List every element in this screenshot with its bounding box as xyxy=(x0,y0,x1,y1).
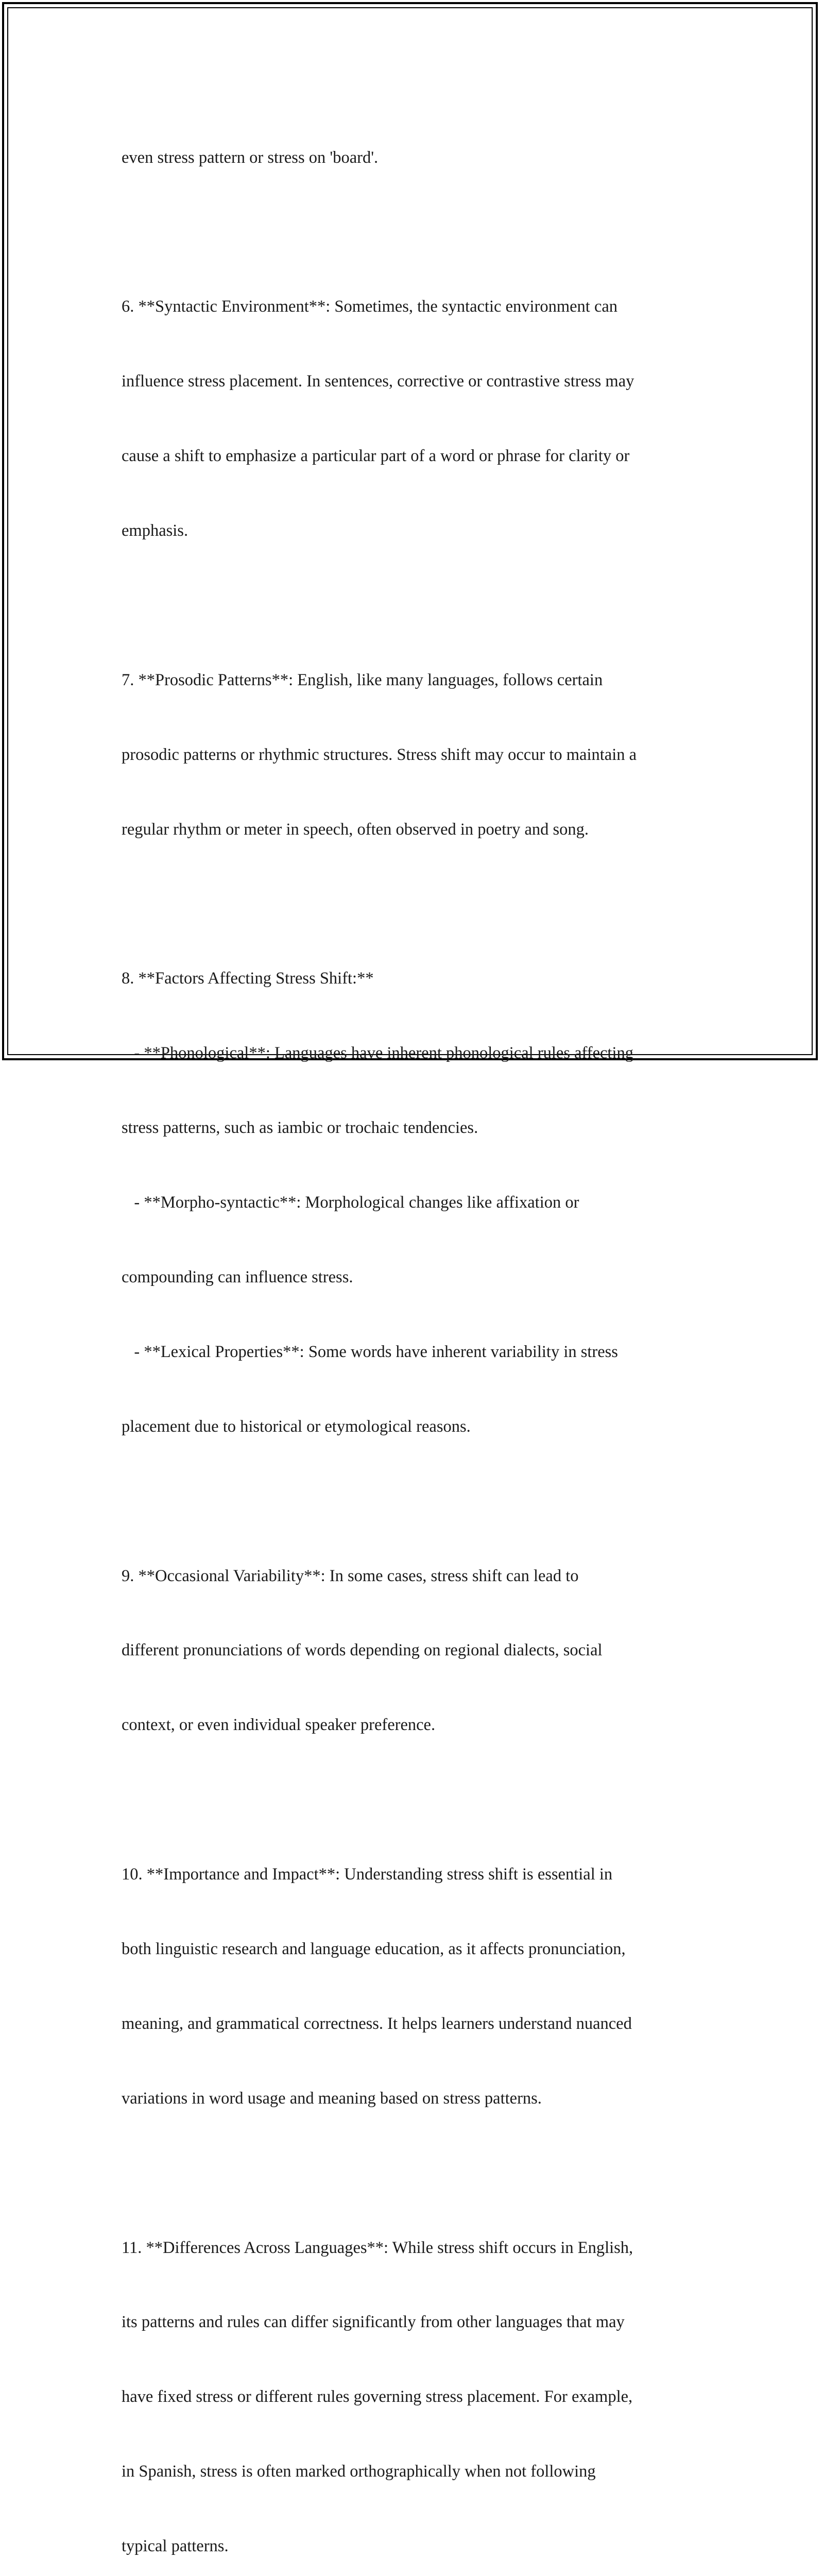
blank-line xyxy=(122,892,714,917)
text-line: context, or even individual speaker preference. xyxy=(122,1716,436,1735)
text-line: 7. **Prosodic Patterns**: English, like many languages, follows certain xyxy=(122,670,603,689)
text-line: 11. **Differences Across Languages**: While stress shift occurs in English, xyxy=(122,2238,633,2257)
blank-line xyxy=(122,1787,714,1812)
blank-line xyxy=(122,219,714,244)
text-line: placement due to historical or etymological reasons. xyxy=(122,1417,471,1436)
text-line: meaning, and grammatical correctness. It helps learners understand nuanced xyxy=(122,2014,632,2033)
text-line: - **Morpho-syntactic**: Morphological changes like affixation or xyxy=(122,1193,579,1212)
text-line: compounding can influence stress. xyxy=(122,1267,353,1286)
document-body xyxy=(122,95,714,2576)
blank-line xyxy=(122,593,714,618)
text-line: have fixed stress or different rules governing stress placement. For example, xyxy=(122,2387,633,2406)
text-line: 8. **Factors Affecting Stress Shift:** xyxy=(122,969,374,988)
blank-line xyxy=(122,1489,714,1514)
text-line: emphasis. xyxy=(122,521,188,540)
text-line: regular rhythm or meter in speech, often observed in poetry and song. xyxy=(122,820,589,839)
text-line: even stress pattern or stress on 'board'. xyxy=(122,148,379,167)
text-line: influence stress placement. In sentences, corrective or contrastive stress may xyxy=(122,372,634,391)
text-line: in Spanish, stress is often marked orthographically when not following xyxy=(122,2462,596,2481)
text-line: 9. **Occasional Variability**: In some cases, stress shift can lead to xyxy=(122,1566,579,1585)
blank-line xyxy=(122,2161,714,2185)
text-line: - **Lexical Properties**: Some words have inherent variability in stress xyxy=(122,1342,618,1361)
text-line: prosodic patterns or rhythmic structures. Stress shift may occur to maintain a xyxy=(122,745,637,764)
text-line: stress patterns, such as iambic or trochaic tendencies. xyxy=(122,1118,478,1138)
text-line: different pronunciations of words depending on regional dialects, social xyxy=(122,1641,603,1660)
text-line: cause a shift to emphasize a particular part of a word or phrase for clarity or xyxy=(122,447,630,466)
text-line: its patterns and rules can differ significantly from other languages that may xyxy=(122,2313,625,2332)
text-line: both linguistic research and language education, as it affects pronunciation, xyxy=(122,1939,626,1958)
text-line: variations in word usage and meaning based on stress patterns. xyxy=(122,2089,542,2108)
text-line: - **Phonological**: Languages have inherent phonological rules affecting xyxy=(122,1044,633,1063)
text-line: 10. **Importance and Impact**: Understanding stress shift is essential in xyxy=(122,1865,613,1884)
text-line: typical patterns. xyxy=(122,2537,229,2556)
text-line: 6. **Syntactic Environment**: Sometimes, the syntactic environment can xyxy=(122,297,618,316)
